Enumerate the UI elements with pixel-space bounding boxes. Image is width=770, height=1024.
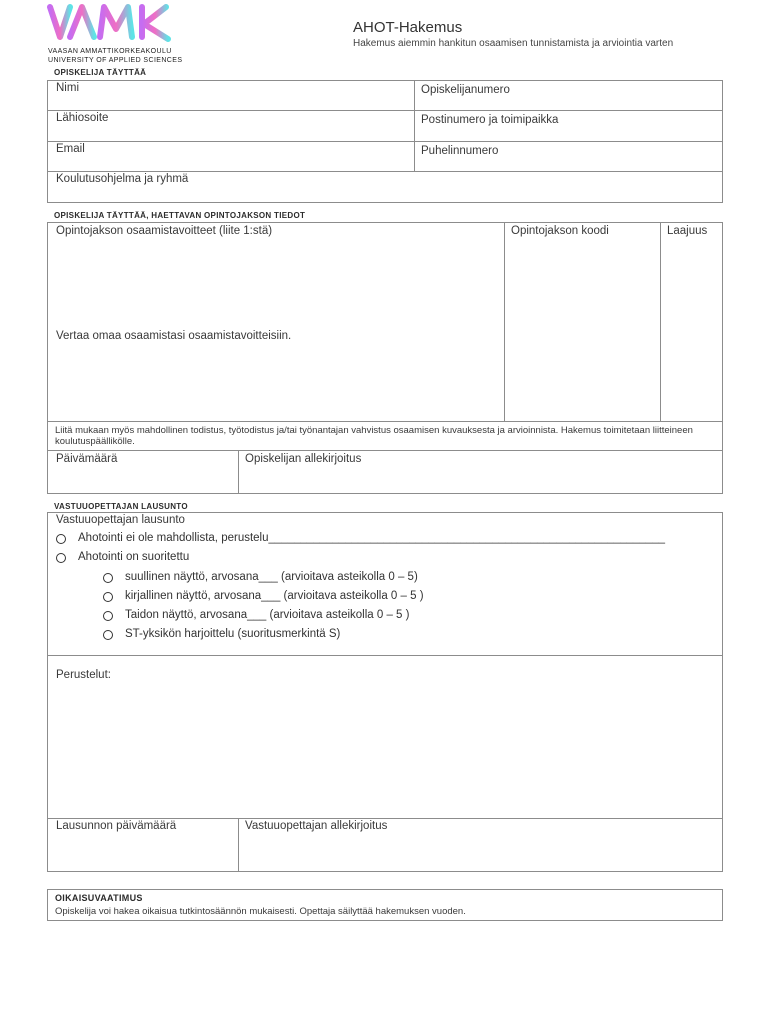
logo-line-2: UNIVERSITY OF APPLIED SCIENCES xyxy=(48,57,183,64)
radio-not-possible[interactable] xyxy=(56,534,66,544)
course-code-field[interactable]: Opintojakson koodi xyxy=(511,225,609,237)
student-signature-field[interactable]: Opiskelijan allekirjoitus xyxy=(245,453,362,465)
divider xyxy=(47,818,723,819)
statement-date-field[interactable]: Lausunnon päivämäärä xyxy=(56,820,177,832)
divider xyxy=(414,80,415,171)
sub-option-label: Taidon näyttö, arvosana___ (arvioitava asteikolla 0 – 5 ) xyxy=(125,609,410,621)
sub-option-label: suullinen näyttö, arvosana___ (arvioitava asteikolla 0 – 5) xyxy=(125,571,418,583)
radio-written-demo[interactable] xyxy=(103,592,113,602)
divider xyxy=(238,818,239,872)
student-section-title: OPISKELIJA TÄYTTÄÄ xyxy=(54,68,147,77)
divider xyxy=(47,421,723,422)
course-section-title: OPISKELIJA TÄYTTÄÄ, HAETTAVAN OPINTOJAKSON TIEDOT xyxy=(54,211,306,220)
divider xyxy=(47,141,723,142)
divider xyxy=(660,222,661,421)
divider xyxy=(47,655,723,656)
teacher-signature-field[interactable]: Vastuuopettajan allekirjoitus xyxy=(245,820,388,832)
radio-oral-demo[interactable] xyxy=(103,573,113,583)
student-number-field[interactable]: Opiskelijanumero xyxy=(421,84,510,96)
logo-line-1: VAASAN AMMATTIKORKEAKOULU xyxy=(48,48,172,55)
email-field[interactable]: Email xyxy=(56,143,85,155)
radio-completed[interactable] xyxy=(56,553,66,563)
appeal-text: Opiskelija voi hakea oikaisua tutkintosäännön mukaisesti. Opettaja säilyttää hakemuksen vuoden. xyxy=(55,906,466,917)
sub-option-label: kirjallinen näyttö, arvosana___ (arvioitava asteikolla 0 – 5 ) xyxy=(125,590,424,602)
option-not-possible-label: Ahotointi ei ole mahdollista, perustelu______________________________________________________________ xyxy=(78,532,666,544)
justification-field[interactable]: Perustelut: xyxy=(56,669,111,681)
objectives-field[interactable]: Opintojakson osaamistavoitteet (liite 1:stä) xyxy=(56,225,273,237)
logo-text xyxy=(48,47,182,65)
radio-st-training[interactable] xyxy=(103,630,113,640)
divider xyxy=(47,171,723,172)
postal-field[interactable]: Postinumero ja toimipaikka xyxy=(421,114,559,126)
compare-instruction: Vertaa omaa osaamistasi osaamistavoitteisiin. xyxy=(56,330,292,342)
radio-skill-demo[interactable] xyxy=(103,611,113,621)
attachment-note: Liitä mukaan myös mahdollinen todistus, työtodistus ja/tai työnantajan vahvistus osaamisen kuvauksesta ja arvioinnista. Hakemus toimitetaan liitteineen koulutuspäällikölle. xyxy=(55,425,693,447)
teacher-statement-label: Vastuuopettajan lausunto xyxy=(56,514,185,526)
option-completed-label: Ahotointi on suoritettu xyxy=(78,551,190,563)
divider xyxy=(47,450,723,451)
teacher-section-title: VASTUUOPETTAJAN LAUSUNTO xyxy=(54,502,188,511)
divider xyxy=(238,450,239,494)
page-title: AHOT-Hakemus xyxy=(353,19,463,36)
sub-option-label: ST-yksikön harjoittelu (suoritusmerkintä S) xyxy=(125,628,341,640)
divider xyxy=(47,110,723,111)
page-subtitle: Hakemus aiemmin hankitun osaamisen tunnistamista ja arviointia varten xyxy=(353,38,674,49)
divider xyxy=(504,222,505,421)
course-info-table xyxy=(47,222,723,494)
name-field[interactable]: Nimi xyxy=(56,82,79,94)
scope-field[interactable]: Laajuus xyxy=(667,225,708,237)
student-date-field[interactable]: Päivämäärä xyxy=(56,453,118,465)
appeal-title: OIKAISUVAATIMUS xyxy=(55,893,143,903)
phone-field[interactable]: Puhelinnumero xyxy=(421,145,499,157)
address-field[interactable]: Lähiosoite xyxy=(56,112,109,124)
program-field[interactable]: Koulutusohjelma ja ryhmä xyxy=(56,173,189,185)
vamk-logo-mark xyxy=(46,3,174,43)
